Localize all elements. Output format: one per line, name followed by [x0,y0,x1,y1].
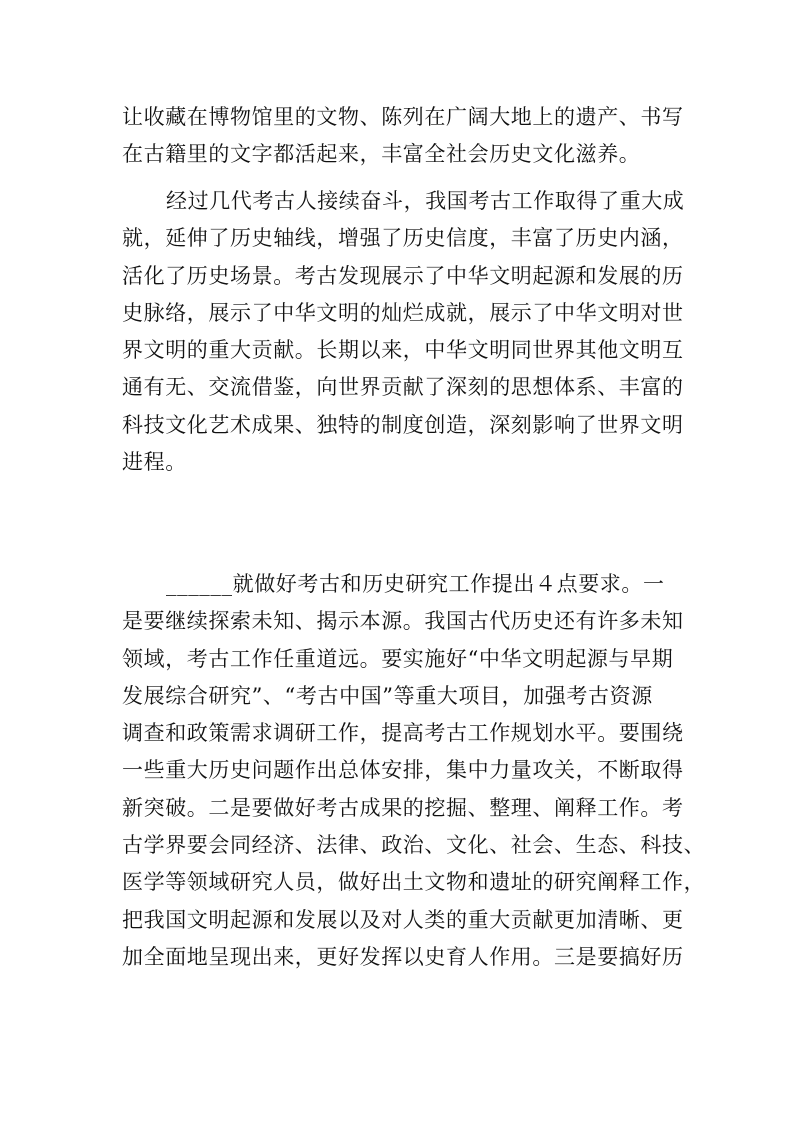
text-line: 界文明的重大贡献。长期以来，中华文明同世界其他文明互 [122,338,684,363]
text-line: 活化了历史场景。考古发现展示了中华文明起源和发展的历 [122,263,684,288]
text-line: 是要继续探索未知、揭示本源。我国古代历史还有许多未知 [122,609,684,634]
text-line: 古学界要会同经济、法律、政治、文化、社会、生态、科技、 [122,833,706,858]
text-line: 发展综合研究”、“考古中国”等重大项目，加强考古资源 [122,683,653,708]
text-line: 就，延伸了历史轴线，增强了历史信度，丰富了历史内涵， [122,226,684,251]
paragraph-2 [122,183,685,481]
text-line: 经过几代考古人接续奋斗，我国考古工作取得了重大成 [166,189,685,213]
text-line: 把我国文明起源和发展以及对人类的重大贡献更加清晰、更 [122,907,684,932]
text-line: 医学等领域研究人员，做好出土文物和遗址的研究阐释工作， [122,870,706,895]
text-line: 领域，考古工作任重道远。要实施好“中华文明起源与早期 [122,646,674,671]
text-line: 调查和政策需求调研工作，提高考古工作规划水平。要围绕 [122,721,684,746]
text-line: 科技文化艺术成果、独特的制度创造，深刻影响了世界文明 [122,412,684,437]
text-line: 让收藏在博物馆里的文物、陈列在广阔大地上的遗产、书写 [122,105,684,129]
text-line: 新突破。二是要做好考古成果的挖掘、整理、阐释工作。考 [122,795,684,820]
text-line: 加全面地呈现出来，更好发挥以史育人作用。三是要搞好历 [122,944,684,969]
text-line: 一些重大历史问题作出总体安排，集中力量攻关，不断取得 [122,758,684,783]
text-line: 进程。 [122,450,187,475]
paragraph-1 [122,99,682,174]
text-line: ______就做好考古和历史研究工作提出４点要求。一 [166,572,665,596]
text-line: 史脉络，展示了中华文明的灿烂成就，展示了中华文明对世 [122,300,684,325]
text-line: 在古籍里的文字都活起来，丰富全社会历史文化滋养。 [122,142,641,167]
text-line: 通有无、交流借鉴，向世界贡献了深刻的思想体系、丰富的 [122,375,684,400]
paragraph-3 [122,566,706,976]
